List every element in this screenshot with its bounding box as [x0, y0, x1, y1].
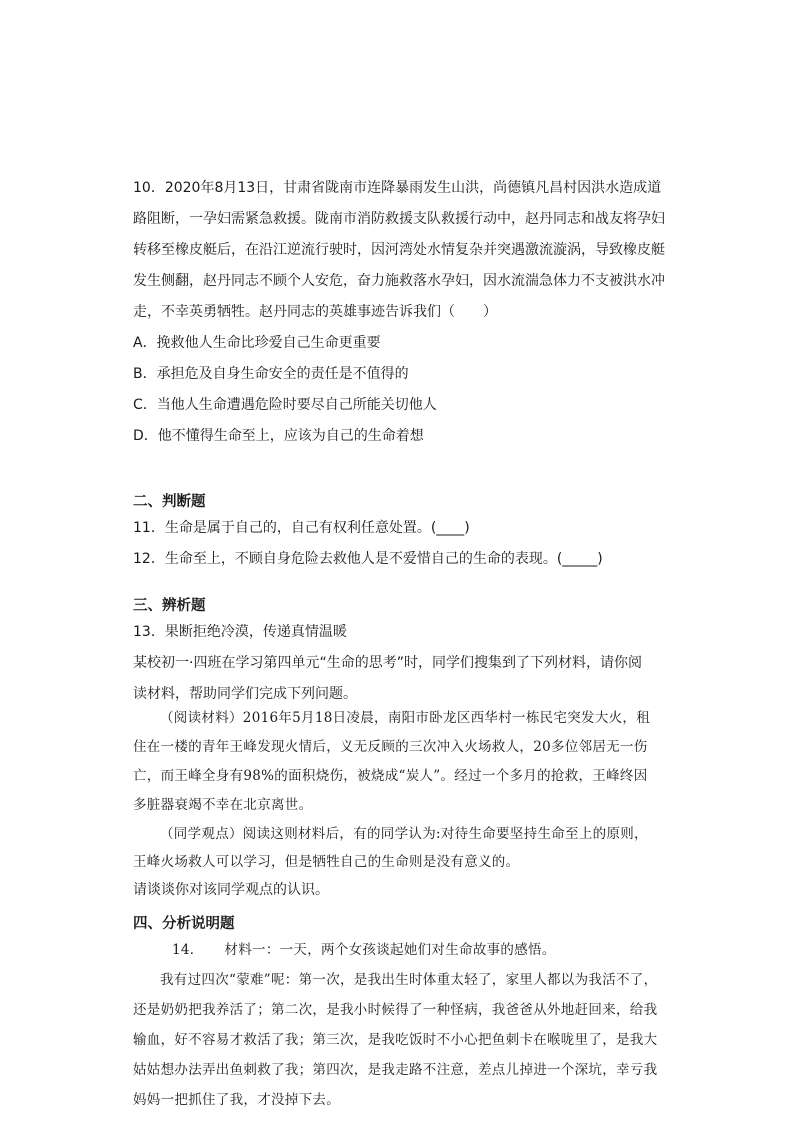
q14-head: 14． 材料一：一天，两个女孩谈起她们对生命故事的感悟。: [172, 942, 556, 958]
q13-ask: 请谈谈你对该同学观点的认识。: [133, 882, 329, 898]
story-line-4: 姑姑想办法弄出鱼刺救了我；第四次，是我走路不注意，差点儿掉进一个深坑，幸亏我: [133, 1062, 658, 1078]
q13-intro-1: 某校初一·四班在学习第四单元“生命的思考”时，同学们搜集到了下列材料，请你阅: [133, 655, 642, 671]
section4-title: 四、分析说明题: [133, 916, 235, 932]
q10-option-a: A．挽救他人生命比珍爱自己生命更重要: [133, 335, 381, 351]
story-line-1: 我有过四次“蒙难”呢：第一次，是我出生时体重太轻了，家里人都以为我活不了，: [160, 972, 658, 988]
q11: 11．生命是属于自己的，自己有权利任意处置。(____): [133, 520, 470, 536]
q10-line-1: 10．2020年8月13日，甘肃省陇南市连降暴雨发生山洪，尚德镇凡昌村因洪水造成道: [133, 180, 662, 196]
material-line-3: 亡，而王峰全身有98%的面积烧伤，被烧成“炭人”。经过一个多月的抢救，王峰终因: [133, 768, 648, 784]
section2-title: 二、判断题: [133, 494, 206, 510]
viewpoint-line-1: （同学观点）阅读这则材料后，有的同学认为:对待生命要坚持生命至上的原则，: [160, 826, 648, 842]
q10-line-4: 发生侧翻，赵丹同志不顾个人安危，奋力施救落水孕妇，因水流湍急体力不支被洪水冲: [133, 273, 665, 289]
material-line-2: 住在一楼的青年王峰发现火情后，义无反顾的三次冲入火场救人，20多位邻居无一伤: [133, 739, 648, 755]
story-line-5: 妈妈一把抓住了我，才没掉下去。: [133, 1092, 340, 1108]
q10-line-3: 转移至橡皮艇后，在沿江逆流行驶时，因河湾处水情复杂并突遇激流漩涡，导致橡皮艇: [133, 242, 665, 258]
q13-intro-2: 读材料，帮助同学们完成下列问题。: [133, 686, 357, 702]
q10-option-d: D．他不懂得生命至上，应该为自己的生命着想: [133, 428, 424, 444]
material-line-1: （阅读材料）2016年5月18日凌晨，南阳市卧龙区西华村一栋民宅突发大火，租: [160, 710, 651, 726]
q13-title: 13．果断拒绝冷漠，传递真情温暖: [133, 624, 347, 640]
story-line-2: 还是奶奶把我养活了；第二次，是我小时候得了一种怪病，我爸爸从外地赶回来，给我: [133, 1002, 658, 1018]
material-line-4: 多脏器衰竭不幸在北京离世。: [133, 797, 313, 813]
q10-option-c: C．当他人生命遭遇危险时要尽自己所能关切他人: [133, 397, 437, 413]
section3-title: 三、辨析题: [133, 598, 206, 614]
q10-option-b: B．承担危及自身生命安全的责任是不值得的: [133, 366, 409, 382]
q10-line-2: 路阻断，一孕妇需紧急救援。陇南市消防救援支队救援行动中，赵丹同志和战友将孕妇: [133, 211, 665, 227]
q12: 12．生命至上，不顾自身危险去救他人是不爱惜自己的生命的表现。(_____): [133, 551, 603, 567]
story-line-3: 输血，好不容易才救活了我；第三次，是我吃饭时不小心把鱼刺卡在喉咙里了，是我大: [133, 1032, 658, 1048]
q10-line-5: 走，不幸英勇牺牲。赵丹同志的英雄事迹告诉我们（ ）: [133, 304, 497, 320]
viewpoint-line-2: 王峰火场救人可以学习，但是牺牲自己的生命则是没有意义的。: [133, 854, 520, 870]
